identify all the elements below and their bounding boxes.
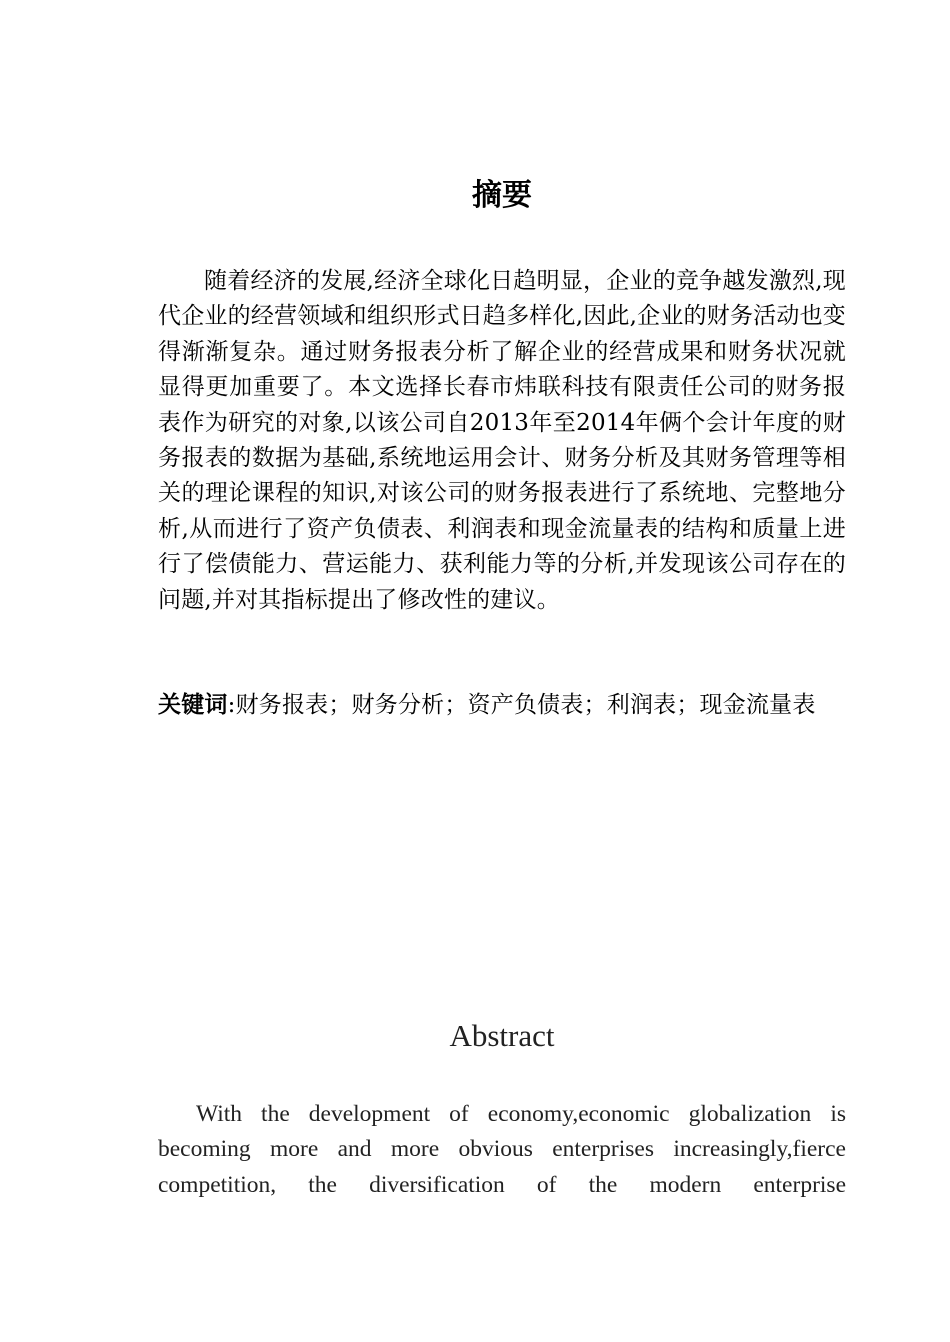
- chinese-abstract-title: 摘要: [472, 178, 532, 213]
- keywords-list: 财务报表；财务分析；资产负债表；利润表；现金流量表: [235, 692, 816, 718]
- keywords-separator: :: [227, 692, 236, 718]
- chinese-keywords: [158, 688, 846, 722]
- keywords-label: 关键词: [158, 692, 228, 718]
- english-abstract-title: Abstract: [449, 1018, 555, 1053]
- english-abstract-body: With the development of economy,economic globalization is becoming more and more obvious enterprises increasingly,fierce competition, the diversification of the modern enterprise: [158, 1101, 846, 1198]
- chinese-abstract-body: 随着经济的发展,经济全球化日趋明显，企业的竞争越发激烈,现代企业的经营领域和组织形式日趋多样化,因此,企业的财务活动也变得渐渐复杂。通过财务报表分析了解企业的经营成果和财务状况就显得更加重要了。本文选择长春市炜联科技有限责任公司的财务报表作为研究的对象,以该公司自2013年至2014年俩个会计年度的财务报表的数据为基础,系统地运用会计、财务分析及其财务管理等相关的理论课程的知识,对该公司的财务报表进行了系统地、完整地分析,从而进行了资产负债表、利润表和现金流量表的结构和质量上进行了偿债能力、营运能力、获利能力等的分析,并发现该公司存在的问题,并对其指标提出了修改性的建议。: [158, 268, 846, 613]
